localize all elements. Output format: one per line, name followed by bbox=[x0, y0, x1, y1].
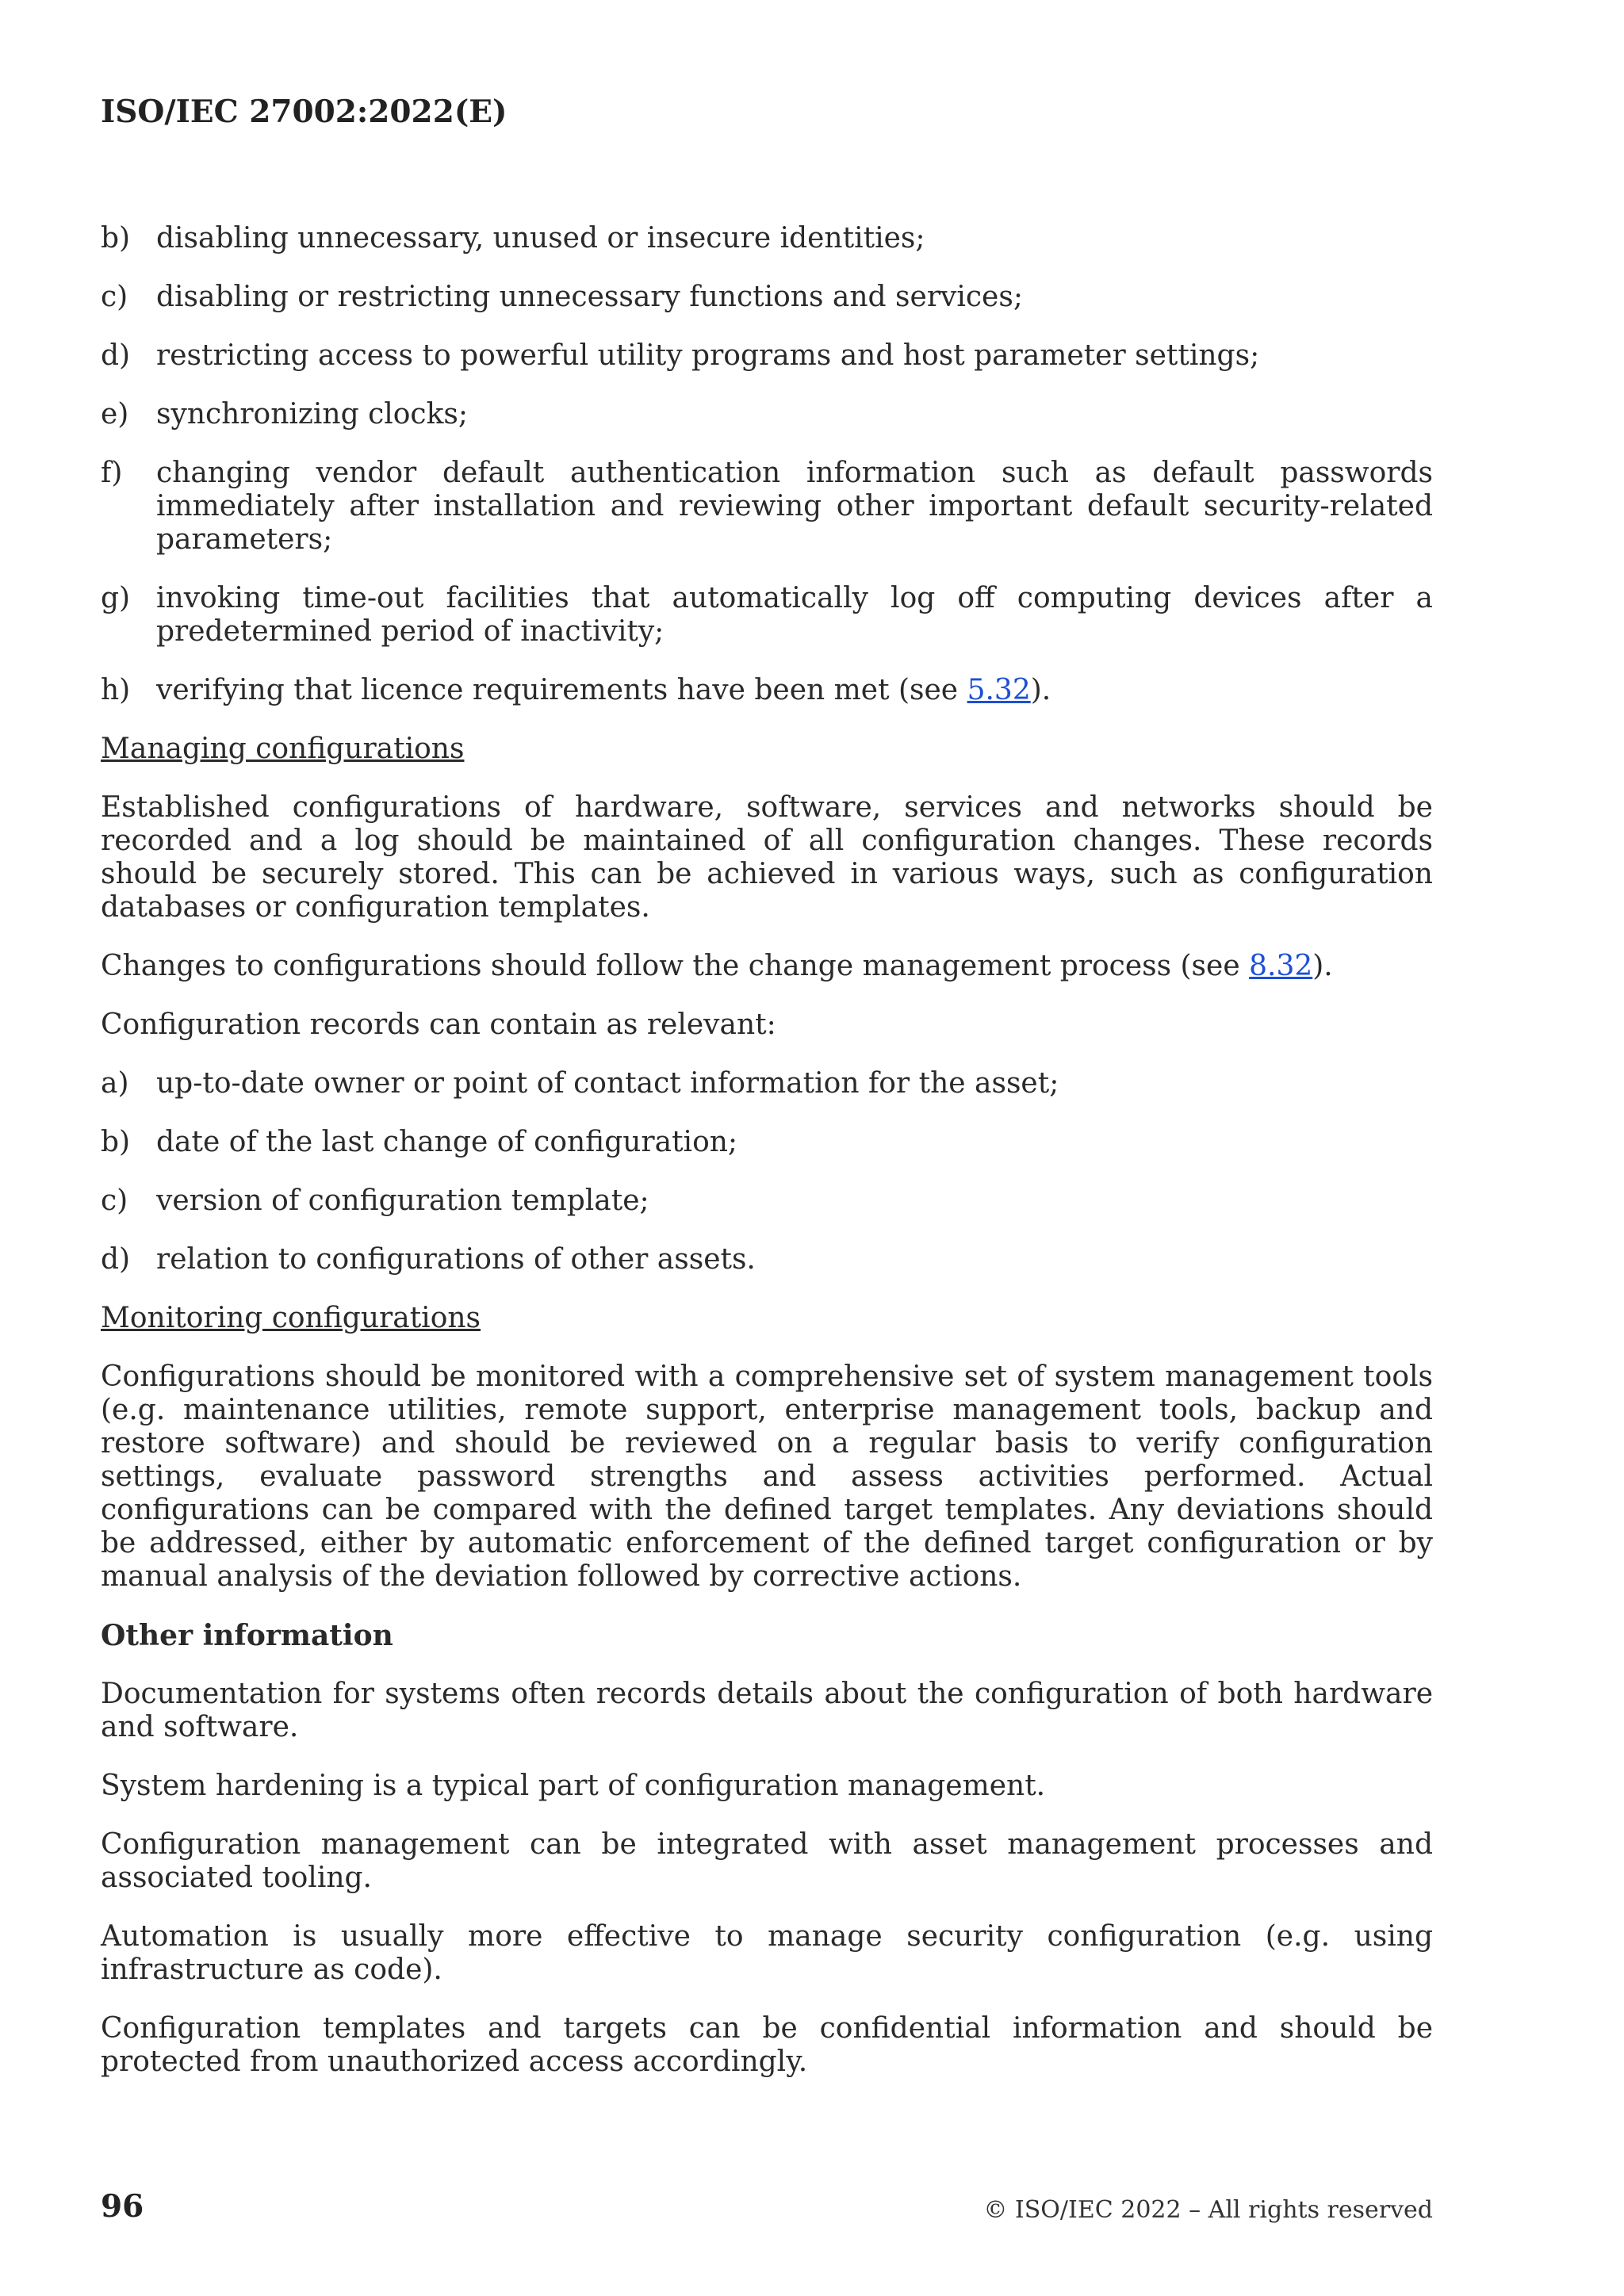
list-item-text: date of the last change of configuration; bbox=[156, 1126, 738, 1158]
reference-link-8-32[interactable]: 8.32 bbox=[1249, 950, 1313, 982]
list-item-label: c) bbox=[101, 281, 128, 313]
list-item-label: e) bbox=[101, 398, 129, 430]
reference-link-5-32[interactable]: 5.32 bbox=[967, 674, 1031, 706]
section-heading-monitoring-configurations: Monitoring configurations bbox=[101, 1302, 481, 1334]
list-item-text: changing vendor default authentication information such as default passwords immediately after installation and reviewing other important default security-related parameters; bbox=[156, 457, 1433, 556]
text-segment: ). bbox=[1312, 950, 1333, 982]
list-item-text bbox=[156, 674, 1433, 707]
list-item-label: b) bbox=[101, 222, 131, 254]
paragraph: Configuration templates and targets can be confidential information and should be protected from unauthorized access accordingly. bbox=[101, 2012, 1433, 2078]
list-item-text: relation to configurations of other assets. bbox=[156, 1243, 756, 1276]
list-item-label: c) bbox=[101, 1184, 128, 1217]
list-item bbox=[101, 1184, 1433, 1218]
list-item-label: b) bbox=[101, 1126, 131, 1158]
list-item-label: a) bbox=[101, 1067, 129, 1100]
list-item bbox=[101, 1126, 1433, 1159]
paragraph: Configuration records can contain as relevant: bbox=[101, 1008, 776, 1041]
paragraph: Configurations should be monitored with a comprehensive set of system management tools (e.g. maintenance utilities, remote support, enterprise management tools, backup and restore software) and should be reviewed on a regular basis to verify configuration settings, evaluate password strengths and assess activities performed. Actual configurations can be compared with the defined target templates. Any deviations should be addressed, either by automatic enforcement of the defined target configuration or by manual analysis of the deviation followed by corrective actions. bbox=[101, 1360, 1433, 1593]
list-item bbox=[101, 222, 1433, 255]
list-item bbox=[101, 398, 1433, 431]
paragraph bbox=[101, 950, 1433, 983]
text-segment: Changes to configurations should follow the change management process (see bbox=[101, 950, 1250, 982]
copyright-notice: © ISO/IEC 2022 – All rights reserved bbox=[983, 2196, 1433, 2224]
list-item-text: up-to-date owner or point of contact information for the asset; bbox=[156, 1067, 1059, 1100]
list-item-label: h) bbox=[101, 674, 131, 706]
paragraph: Automation is usually more effective to manage security configuration (e.g. using infrastructure as code). bbox=[101, 1920, 1433, 1986]
list-item bbox=[101, 1067, 1433, 1100]
page-content bbox=[101, 222, 1433, 2104]
paragraph: Documentation for systems often records details about the configuration of both hardware and software. bbox=[101, 1678, 1433, 1743]
list-item-label: d) bbox=[101, 339, 131, 372]
list-item bbox=[101, 1243, 1433, 1276]
list-item-text: disabling unnecessary, unused or insecure identities; bbox=[156, 222, 925, 254]
paragraph: System hardening is a typical part of configuration management. bbox=[101, 1770, 1046, 1802]
text-segment: ). bbox=[1030, 674, 1051, 706]
list-item-text: version of configuration template; bbox=[156, 1184, 649, 1217]
section-heading-other-information: Other information bbox=[101, 1619, 393, 1652]
text-segment: verifying that licence requirements have been met (see bbox=[156, 674, 967, 706]
list-item-label: g) bbox=[101, 582, 131, 614]
list-item-label: f) bbox=[101, 457, 123, 489]
list-item-text: restricting access to powerful utility programs and host parameter settings; bbox=[156, 339, 1260, 372]
list-item bbox=[101, 281, 1433, 314]
list-item-text: synchronizing clocks; bbox=[156, 398, 469, 430]
page-number: 96 bbox=[101, 2188, 144, 2225]
list-item bbox=[101, 674, 1433, 707]
paragraph: Established configurations of hardware, software, services and networks should be recorded and a log should be maintained of all configuration changes. These records should be securely stored. This can be achieved in various ways, such as configuration databases or configuration templates. bbox=[101, 791, 1433, 924]
list-item-label: d) bbox=[101, 1243, 131, 1276]
paragraph: Configuration management can be integrated with asset management processes and associated tooling. bbox=[101, 1828, 1433, 1894]
list-item bbox=[101, 582, 1433, 649]
list-item bbox=[101, 339, 1433, 373]
list-item-text: invoking time-out facilities that automatically log off computing devices after a predetermined period of inactivity; bbox=[156, 582, 1433, 648]
list-item bbox=[101, 457, 1433, 557]
list-item-text: disabling or restricting unnecessary functions and services; bbox=[156, 281, 1023, 313]
document-header: ISO/IEC 27002:2022(E) bbox=[101, 94, 508, 130]
section-heading-managing-configurations: Managing configurations bbox=[101, 733, 465, 765]
